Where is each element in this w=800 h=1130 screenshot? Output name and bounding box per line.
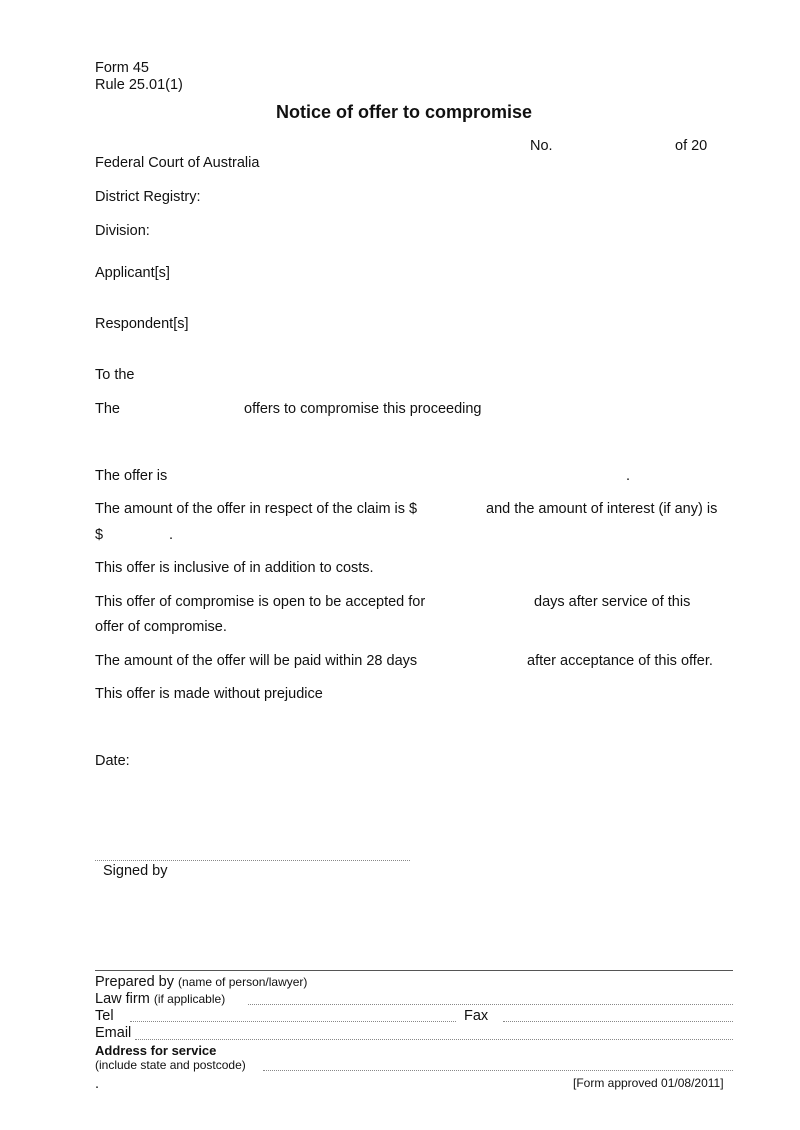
offers-to-compromise-text: offers to compromise this proceeding	[244, 401, 482, 417]
form-number: Form 45	[95, 60, 149, 76]
law-firm-note: (if applicable)	[153, 992, 226, 1006]
inclusive-costs-text: This offer is inclusive of in addition to costs.	[95, 560, 374, 576]
law-firm-field[interactable]	[248, 1004, 733, 1005]
offer-of-compromise-text: offer of compromise.	[95, 619, 227, 635]
address-for-service-label: Address for service	[95, 1043, 217, 1058]
respondents-label: Respondent[s]	[95, 316, 189, 332]
address-field[interactable]	[263, 1070, 733, 1071]
law-firm-row	[95, 992, 225, 1007]
interest-dollar-end: .	[169, 527, 174, 543]
days-after-text: days after service of this	[534, 594, 691, 610]
signed-by-label: Signed by	[103, 863, 168, 879]
fax-label: Fax	[464, 1008, 489, 1024]
law-firm-label: Law firm	[95, 991, 150, 1007]
after-acceptance-text: after acceptance of this offer.	[527, 653, 713, 669]
prepared-by-note: (name of person/lawyer)	[178, 975, 308, 989]
amount-interest-text: and the amount of interest (if any) is	[486, 501, 718, 517]
prepared-by-row	[95, 975, 307, 990]
case-year-label: of 20	[675, 138, 708, 154]
form-approved-note: [Form approved 01/08/2011]	[573, 1076, 724, 1090]
applicants-label: Applicant[s]	[95, 265, 170, 281]
amount-claim-text: The amount of the offer in respect of the claim is $	[95, 501, 418, 517]
fax-field[interactable]	[503, 1021, 733, 1022]
paid-within-text: The amount of the offer will be paid within 28 days	[95, 653, 418, 669]
offer-is-end: .	[626, 468, 631, 484]
open-for-text: This offer of compromise is open to be accepted for	[95, 594, 426, 610]
case-number-label: No.	[530, 138, 553, 154]
email-field[interactable]	[135, 1039, 733, 1040]
date-label: Date:	[95, 753, 130, 769]
district-registry-label: District Registry:	[95, 189, 201, 205]
to-the-label: To the	[95, 367, 135, 383]
signature-line[interactable]	[95, 860, 410, 861]
email-label: Email	[95, 1025, 132, 1041]
document-title: Notice of offer to compromise	[276, 102, 533, 122]
without-prejudice-text: This offer is made without prejudice	[95, 686, 323, 702]
tel-label: Tel	[95, 1008, 114, 1024]
footer-dot: .	[95, 1076, 100, 1092]
division-label: Division:	[95, 223, 150, 239]
prepared-by-label: Prepared by	[95, 974, 174, 990]
the-label: The	[95, 401, 120, 417]
court-name: Federal Court of Australia	[95, 155, 260, 171]
footer-divider	[95, 970, 733, 971]
address-note: (include state and postcode)	[95, 1058, 246, 1072]
interest-dollar-sign: $	[95, 527, 104, 543]
tel-field[interactable]	[130, 1021, 456, 1022]
rule-reference: Rule 25.01(1)	[95, 77, 183, 93]
offer-is-label: The offer is	[95, 468, 168, 484]
